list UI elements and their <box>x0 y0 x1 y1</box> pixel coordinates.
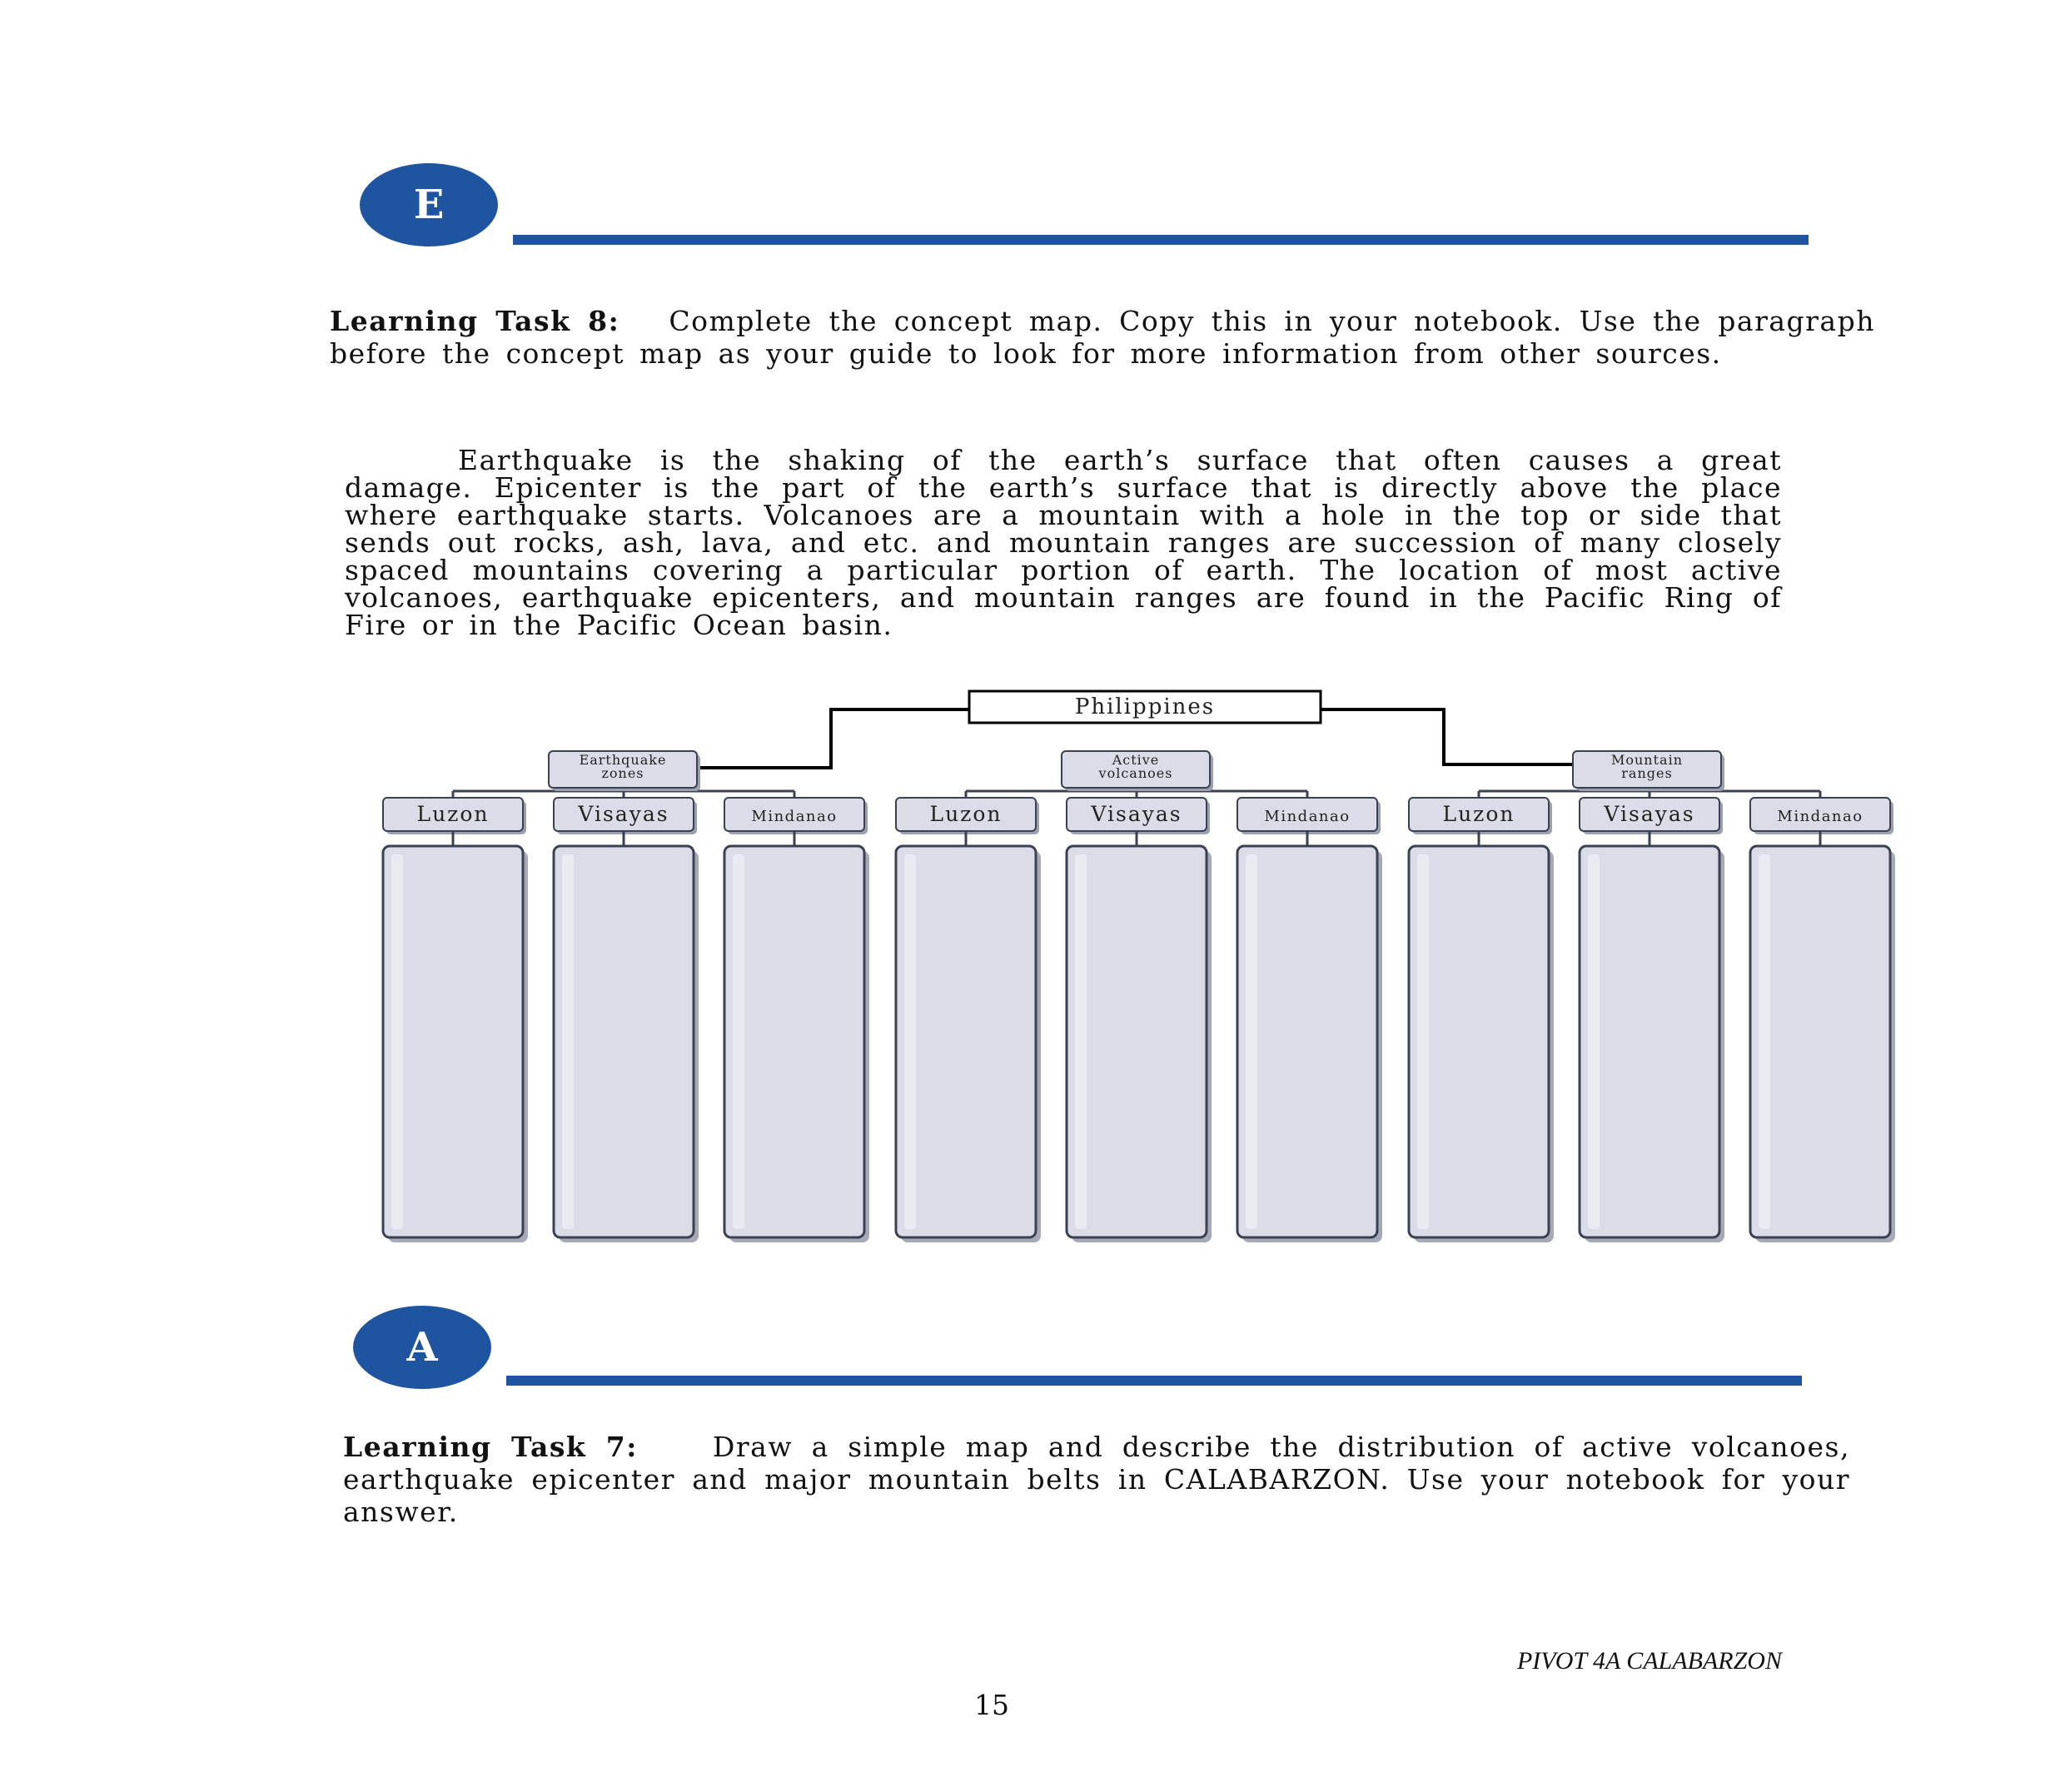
task7-instructions <box>343 1431 1850 1528</box>
branch-label-1-line2: volcanoes <box>1098 765 1173 781</box>
section-a-rule <box>506 1376 1802 1386</box>
answer-box-0-1 <box>554 846 694 1237</box>
region-label-0-2: Mindanao <box>751 808 838 825</box>
answer-box-2-0 <box>1409 846 1549 1237</box>
region-label-1-0: Luzon <box>929 802 1003 826</box>
region-label-2-0: Luzon <box>1442 802 1515 826</box>
footer-label: PIVOT 4A CALABARZON <box>1516 1647 1782 1675</box>
answer-box-2-1 <box>1580 846 1719 1237</box>
answer-highlight-1-1 <box>1075 854 1087 1229</box>
answer-highlight-2-2 <box>1759 854 1770 1229</box>
answer-box-0-2 <box>724 846 864 1237</box>
root-node-label: Philippines <box>1074 694 1216 719</box>
section-a-badge <box>353 1306 491 1389</box>
answer-box-2-2 <box>1750 846 1890 1237</box>
region-label-1-2: Mindanao <box>1264 808 1351 825</box>
branch-label-1-line1: Active <box>1112 752 1160 768</box>
task7-text: Draw a simple map and describe the distribution of active volcanoes, earthquake epicenter and major mountain belts in CALABARZON. Use your notebook for your answer. <box>343 1431 1850 1528</box>
region-label-0-0: Luzon <box>416 802 490 826</box>
branch-label-2-line1: Mountain <box>1610 752 1684 768</box>
answer-box-1-0 <box>896 846 1036 1237</box>
task8-text: Complete the concept map. Copy this in your notebook. Use the paragraph before the concept map as your guide to look for more information from other sources. <box>330 305 1875 370</box>
branch-label-0-line2: zones <box>601 765 644 781</box>
guide-paragraph: Earthquake is the shaking of the earth’s surface that often causes a great damage. Epicenter is the part of the earth’s surface that is directly above the place where earthquake starts. Volcanoes are a mountain with a hole in the top or side that sends out rocks, ash, lava, and etc. and mountain ranges are succession of many closely spaced mountains covering a particular portion of earth. The location of most active volcanoes, earthquake epicenters, and mountain ranges are found in the Pacific Ring of Fire or in the Pacific Ocean basin. <box>345 444 1782 641</box>
region-label-2-1: Visayas <box>1604 802 1695 826</box>
answer-box-1-1 <box>1067 846 1207 1237</box>
answer-highlight-1-0 <box>904 854 916 1229</box>
branch-label-2-line2: ranges <box>1621 765 1673 781</box>
answer-highlight-0-2 <box>733 854 744 1229</box>
section-e-letter: E <box>413 182 445 228</box>
task8-label: Learning Task 8: <box>330 305 620 337</box>
answer-box-0-0 <box>383 846 523 1237</box>
connector-root-left <box>697 709 969 768</box>
branch-label-0-line1: Earthquake <box>579 752 667 768</box>
region-label-0-1: Visayas <box>578 802 669 826</box>
answer-highlight-2-1 <box>1588 854 1600 1229</box>
answer-highlight-1-2 <box>1246 854 1257 1229</box>
section-a-letter: A <box>406 1324 438 1371</box>
page-number: 15 <box>974 1689 1009 1721</box>
answer-highlight-0-0 <box>391 854 403 1229</box>
connector-root-right <box>1321 709 1573 764</box>
answer-box-1-2 <box>1237 846 1377 1237</box>
task7-label: Learning Task 7: <box>343 1431 638 1463</box>
region-label-1-1: Visayas <box>1091 802 1182 826</box>
answer-highlight-2-0 <box>1417 854 1429 1229</box>
region-label-2-2: Mindanao <box>1777 808 1863 825</box>
answer-highlight-0-1 <box>562 854 574 1229</box>
